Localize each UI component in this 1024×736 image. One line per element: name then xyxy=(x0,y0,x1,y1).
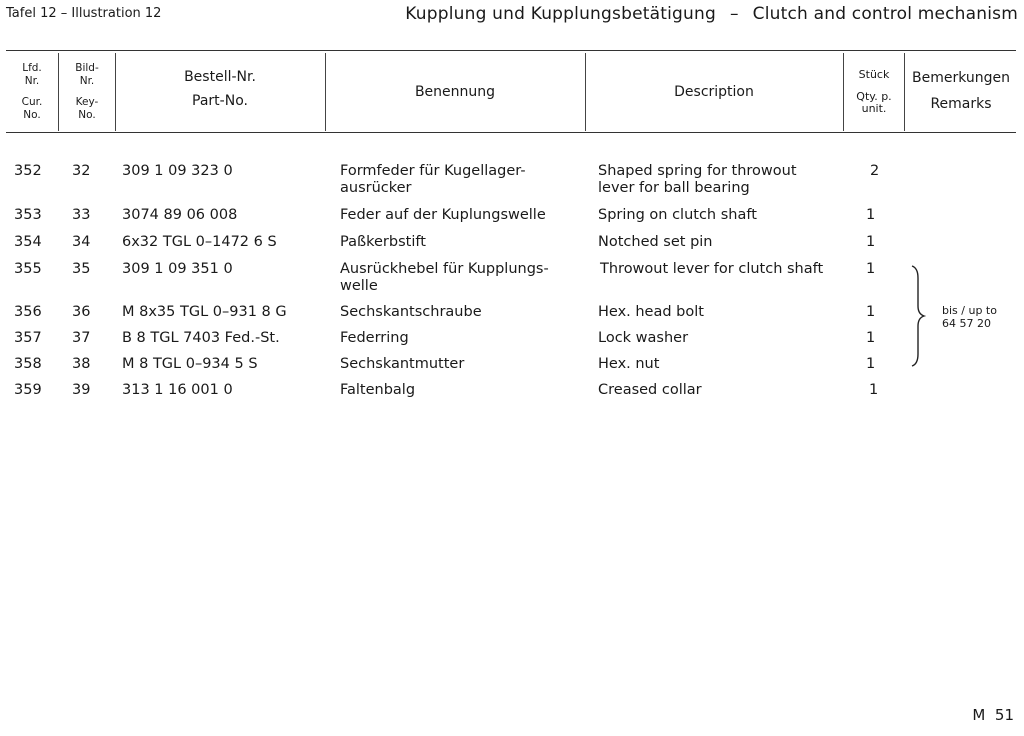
german-name: Federring xyxy=(340,330,409,346)
key-no: 34 xyxy=(72,234,91,250)
cur-no: 358 xyxy=(14,356,42,372)
part-no: 313 1 16 001 0 xyxy=(122,382,233,398)
part-no: 3074 89 06 008 xyxy=(122,207,238,223)
header-qty-en: Qty. p. unit. xyxy=(856,89,892,116)
key-no: 32 xyxy=(72,163,91,179)
header-top-rule xyxy=(6,50,1016,51)
english-description: Spring on clutch shaft xyxy=(598,207,757,223)
english-description: Shaped spring for throwout lever for ball bearing xyxy=(598,163,797,196)
header-qty-de: Stück xyxy=(858,68,890,81)
german-name: Sechskantschraube xyxy=(340,304,482,320)
english-description: Throwout lever for clutch shaft xyxy=(600,261,824,277)
key-no: 39 xyxy=(72,382,91,398)
part-no: 6x32 TGL 0–1472 6 S xyxy=(122,234,277,250)
remark-line-2: 64 57 20 xyxy=(942,317,991,330)
header-remarks-de: Bemerkungen xyxy=(911,70,1011,86)
header-cur-en: Cur. No. xyxy=(21,96,43,121)
page-title xyxy=(405,4,1018,24)
quantity: 1 xyxy=(866,356,876,372)
page-number: M 51 xyxy=(972,706,1014,724)
title-english: Clutch and control mechanism xyxy=(752,4,1018,24)
cur-no: 359 xyxy=(14,382,42,398)
quantity: 1 xyxy=(866,261,876,277)
german-name: Ausrückhebel für Kupplungs- welle xyxy=(340,261,549,294)
column-header-description: Description xyxy=(674,84,754,100)
header-part-en: Part-No. xyxy=(192,92,248,109)
key-no: 33 xyxy=(72,207,91,223)
header-cur-de: Lfd. Nr. xyxy=(22,62,42,87)
title-german: Kupplung und Kupplungsbetätigung xyxy=(405,4,716,24)
german-name: Feder auf der Kuplungswelle xyxy=(340,207,546,223)
key-no: 36 xyxy=(72,304,91,320)
column-header-part-no xyxy=(116,69,324,110)
quantity: 1 xyxy=(866,304,876,320)
part-no: 309 1 09 351 0 xyxy=(122,261,233,277)
german-name: Faltenbalg xyxy=(340,382,416,398)
english-description: Hex. nut xyxy=(598,356,660,372)
curly-brace-icon xyxy=(908,264,930,368)
remark-line-1: bis / up to xyxy=(942,304,997,317)
column-header-name: Benennung xyxy=(414,84,496,100)
header-key-de: Bild- Nr. xyxy=(75,62,99,87)
part-no: M 8x35 TGL 0–931 8 G xyxy=(122,304,287,320)
column-header-remarks xyxy=(905,70,1017,113)
column-header-cur-no xyxy=(8,62,56,121)
cur-no: 355 xyxy=(14,261,42,277)
key-no: 35 xyxy=(72,261,91,277)
part-no: M 8 TGL 0–934 5 S xyxy=(122,356,258,372)
english-description: Lock washer xyxy=(598,330,689,346)
cur-no: 352 xyxy=(14,163,42,179)
key-no: 37 xyxy=(72,330,91,346)
remark-note xyxy=(942,304,997,330)
header-key-en: Key- No. xyxy=(75,96,99,121)
cur-no: 353 xyxy=(14,207,42,223)
column-header-qty xyxy=(844,69,904,116)
header-part-de: Bestell-Nr. xyxy=(184,69,256,85)
column-header-key-no xyxy=(60,62,114,121)
header-remarks-en: Remarks xyxy=(930,95,992,112)
key-no: 38 xyxy=(72,356,91,372)
plate-label: Tafel 12 – Illustration 12 xyxy=(6,6,162,21)
quantity: 1 xyxy=(866,234,876,250)
english-description: Creased collar xyxy=(598,382,702,398)
quantity: 1 xyxy=(866,330,876,346)
english-description: Hex. head bolt xyxy=(598,304,704,320)
german-name: Sechskantmutter xyxy=(340,356,465,372)
german-name: Formfeder für Kugellager- ausrücker xyxy=(340,163,526,196)
header-bottom-rule xyxy=(6,132,1016,133)
cur-no: 354 xyxy=(14,234,42,250)
title-separator: – xyxy=(729,4,739,24)
column-divider xyxy=(58,53,59,131)
part-no: B 8 TGL 7403 Fed.-St. xyxy=(122,330,280,346)
quantity: 1 xyxy=(866,207,876,223)
part-no: 309 1 09 323 0 xyxy=(122,163,233,179)
cur-no: 357 xyxy=(14,330,42,346)
english-description: Notched set pin xyxy=(598,234,713,250)
quantity: 2 xyxy=(870,163,880,179)
quantity: 1 xyxy=(869,382,879,398)
cur-no: 356 xyxy=(14,304,42,320)
german-name: Paßkerbstift xyxy=(340,234,426,250)
